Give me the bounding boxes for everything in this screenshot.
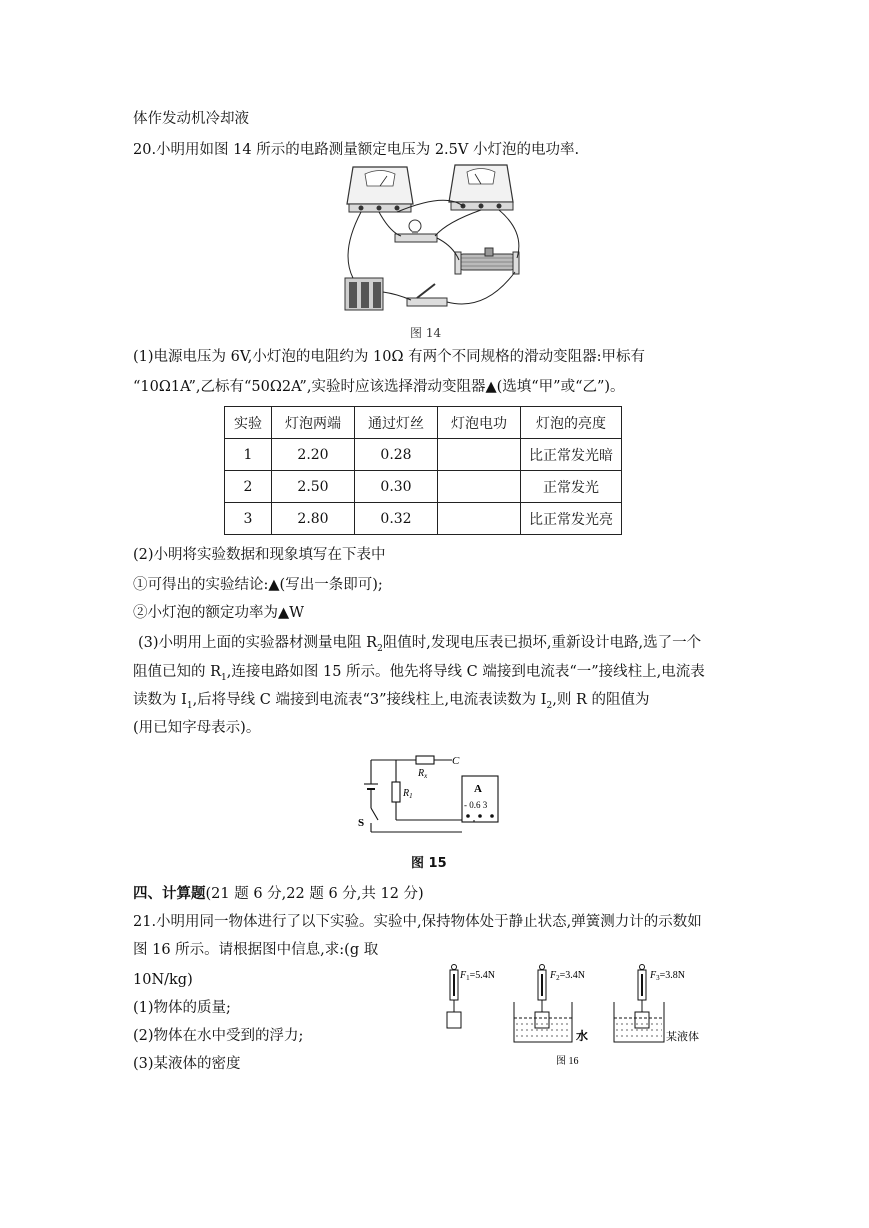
table-row bbox=[225, 503, 622, 535]
table-header-cell: 通过灯丝 bbox=[355, 407, 438, 439]
figure-16-caption: 图 16 bbox=[556, 1056, 579, 1067]
table-cell: 2 bbox=[225, 471, 272, 503]
table-cell: 比正常发光暗 bbox=[521, 439, 622, 471]
table-row bbox=[225, 439, 622, 471]
section4-heading bbox=[133, 884, 424, 904]
top-line: 体作发动机冷却液 bbox=[133, 111, 249, 127]
table-cell: 正常发光 bbox=[521, 471, 622, 503]
spring-scale-1-icon bbox=[447, 965, 461, 1029]
q20-stem: 20.小明用如图 14 所示的电路测量额定电压为 2.5V 小灯泡的电功率. bbox=[133, 142, 580, 158]
label-rx: $R_x$ bbox=[418, 768, 428, 780]
table-cell bbox=[438, 503, 521, 535]
section4-note: (21 题 6 分,22 题 6 分,共 12 分) bbox=[205, 886, 424, 902]
label-ammeter: A bbox=[474, 783, 482, 795]
q20-part3-line4: (用已知字母表示)。 bbox=[133, 720, 261, 736]
label-r1: $R_1$ bbox=[403, 788, 413, 800]
label-f3: $F_3=3.8N$ bbox=[650, 970, 685, 982]
label-ammeter-scale: - 0.6 3 bbox=[464, 800, 488, 810]
q21-line3: 10N/kg) bbox=[133, 972, 193, 988]
q21-item1: (1)物体的质量; bbox=[133, 1000, 231, 1016]
section4-title: 四、计算题 bbox=[133, 886, 206, 902]
bulb-icon bbox=[395, 220, 437, 242]
q21-line1: 21.小明用同一物体进行了以下实验。实验中,保持物体处于静止状态,弹簧测力计的示数如 bbox=[133, 914, 702, 930]
rheostat-icon bbox=[455, 248, 519, 274]
table-header-cell: 实验 bbox=[225, 407, 272, 439]
q21-item3: (3)某液体的密度 bbox=[133, 1056, 241, 1072]
table-cell: 1 bbox=[225, 439, 272, 471]
table-cell: 0.30 bbox=[355, 471, 438, 503]
q20-part2-intro: (2)小明将实验数据和现象填写在下表中 bbox=[133, 547, 386, 563]
table-cell: 比正常发光亮 bbox=[521, 503, 622, 535]
q20-part2-a: ①可得出的实验结论:▲(写出一条即可); bbox=[133, 577, 383, 593]
switch-icon bbox=[407, 284, 447, 306]
table-cell: 2.20 bbox=[272, 439, 355, 471]
label-f1: $F_1=5.4N$ bbox=[460, 970, 495, 982]
q20-part2-b: ②小灯泡的额定功率为▲W bbox=[133, 605, 305, 621]
q21-line2: 图 16 所示。请根据图中信息,求:(g 取 bbox=[133, 942, 379, 958]
meter-left-icon bbox=[347, 167, 413, 212]
q21-item2: (2)物体在水中受到的浮力; bbox=[133, 1028, 304, 1044]
table-cell bbox=[438, 439, 521, 471]
figure-14-caption: 图 14 bbox=[410, 326, 442, 340]
q20-part3-line1: (3)小明用上面的实验器材测量电阻 $R_2$阻值时,发现电压表已损坏,重新设计电路,选了一个 bbox=[138, 635, 702, 654]
q20-part3-line2: 阻值已知的 $R_1$,连接电路如图 15 所示。他先将导线 C 端接到电流表“一”接线柱上,电流表 bbox=[133, 664, 705, 683]
table-header-row bbox=[225, 407, 622, 439]
figure-15-caption: 图 15 bbox=[411, 856, 447, 871]
table-cell: 0.28 bbox=[355, 439, 438, 471]
figure-14-circuit bbox=[335, 162, 535, 324]
experiment-table bbox=[224, 406, 622, 535]
figure-15-circuit bbox=[356, 750, 506, 850]
label-liquid: 某液体 bbox=[666, 1031, 699, 1043]
table-cell bbox=[438, 471, 521, 503]
q20-part1-line1: (1)电源电压为 6V,小灯泡的电阻约为 10Ω 有两个不同规格的滑动变阻器:甲标有 bbox=[133, 349, 645, 365]
label-c: C bbox=[452, 755, 460, 767]
table-cell: 2.80 bbox=[272, 503, 355, 535]
table-cell: 0.32 bbox=[355, 503, 438, 535]
label-water: 水 bbox=[576, 1029, 589, 1043]
table-header-cell: 灯泡电功 bbox=[438, 407, 521, 439]
label-f2: $F_2=3.4N$ bbox=[550, 970, 585, 982]
table-header-cell: 灯泡的亮度 bbox=[521, 407, 622, 439]
q20-part1-line2: “10Ω1A”,乙标有“50Ω2A”,实验时应该选择滑动变阻器▲(选填“甲”或“乙”)。 bbox=[133, 379, 625, 395]
table-cell: 2.50 bbox=[272, 471, 355, 503]
table-row bbox=[225, 471, 622, 503]
figure-16-spring-scales bbox=[438, 962, 710, 1070]
battery-icon bbox=[345, 278, 383, 310]
table-cell: 3 bbox=[225, 503, 272, 535]
table-header-cell: 灯泡两端 bbox=[272, 407, 355, 439]
q20-part3-line3: 读数为 $I_1$,后将导线 C 端接到电流表“3”接线柱上,电流表读数为 $I_2$,则 R 的阻值为 bbox=[133, 692, 650, 711]
label-switch: S bbox=[358, 817, 365, 829]
